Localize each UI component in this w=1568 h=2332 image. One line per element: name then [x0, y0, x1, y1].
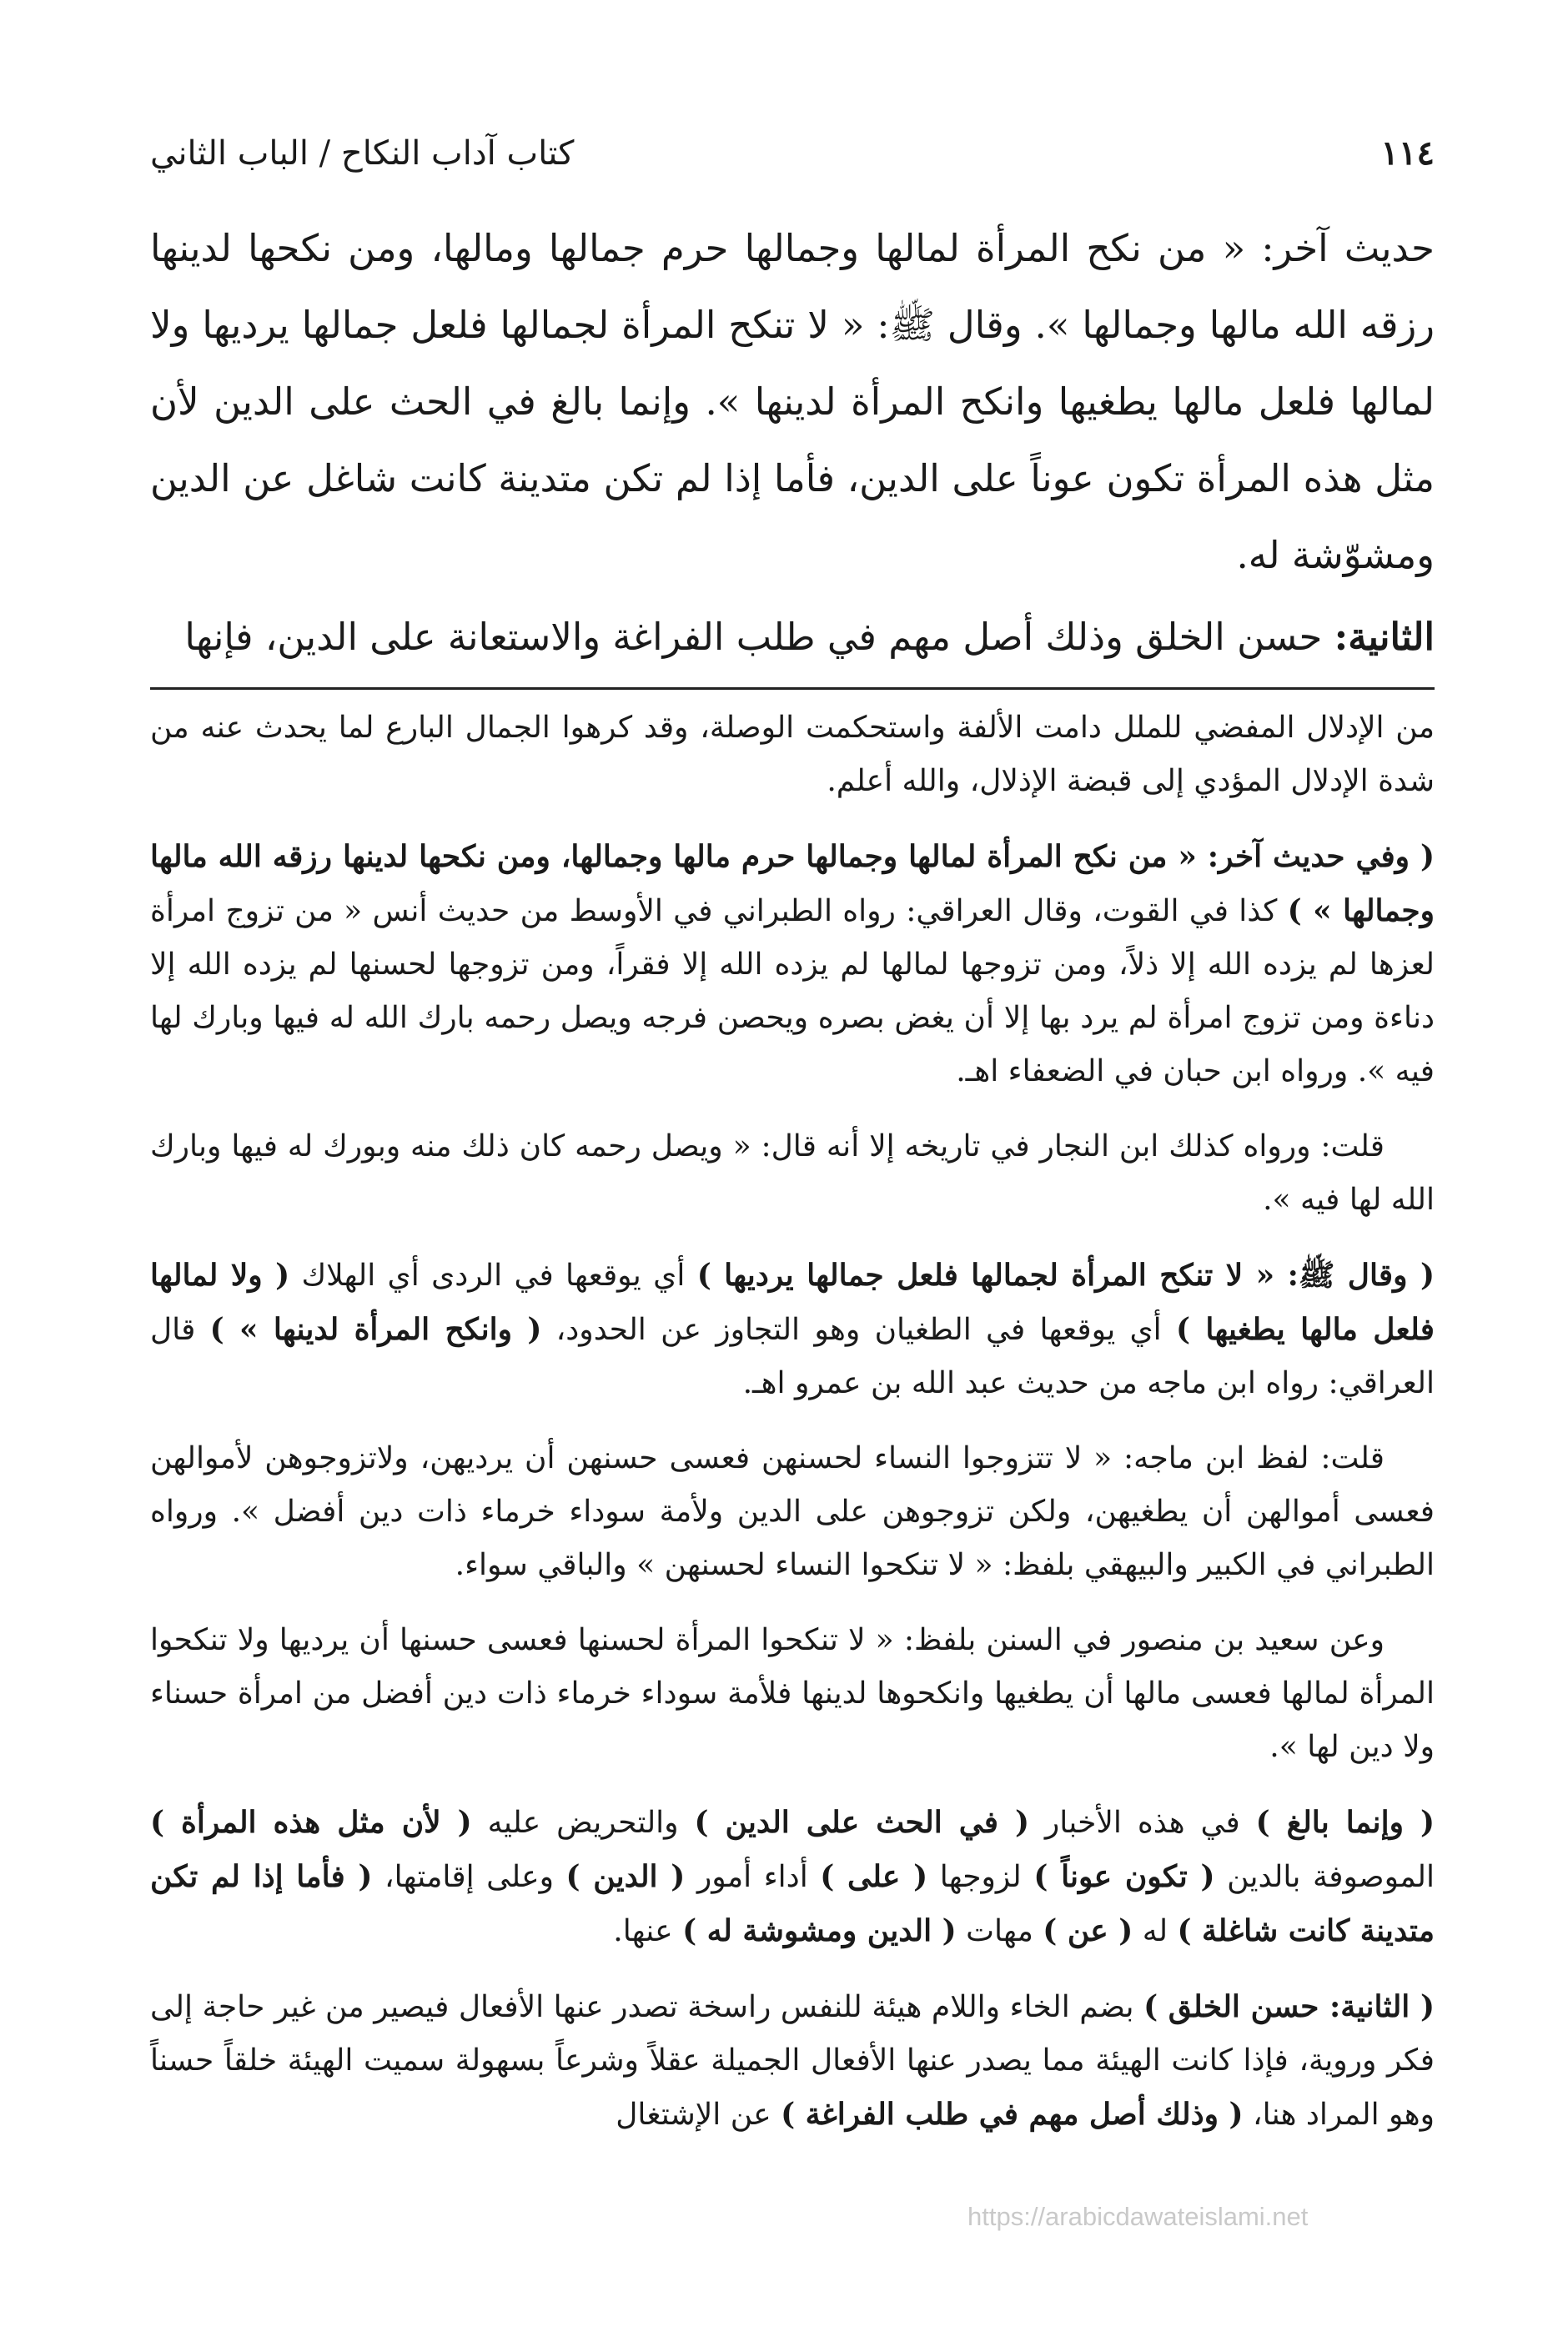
- commentary-paragraph-2: [150, 830, 1435, 1098]
- commentary-paragraph-1: من الإدلال المفضي للملل دامت الألفة واستحكمت الوصلة، وقد كرهوا الجمال البارع لما يحدث عنه من شدة الإدلال المؤدي إلى قبضة الإذلال، والله أعلم.: [150, 711, 1435, 798]
- page-number: ١١٤: [1380, 133, 1435, 173]
- commentary-text: في هذه الأخبار: [1029, 1806, 1256, 1840]
- commentary-quote: ( فأما إذا لم تكن متدينة كانت شاغلة ): [150, 1859, 1435, 1948]
- commentary: [150, 701, 1435, 2142]
- commentary-quote: ( عن ): [1043, 1913, 1133, 1948]
- watermark-url: https://arabicdawateislami.net: [967, 2202, 1309, 2231]
- commentary-text: كذا في القوت، وقال العراقي: رواه الطبراني في الأوسط من حديث أنس « من تزوج امرأة لعزها لم يزده الله إلا ذلاً، ومن تزوجها لمالها لم يزده الله إلا فقراً، ومن تزوجها لحسنها لم يزده الله إلا دناءة ومن تزوج امرأة لم يرد بها إلا أن يغض بصره ويحصن فرجه ويصل رحمه بارك الله له فيها وبارك لها فيه ». ورواه ابن حبان في الضعفاء اهـ.: [150, 894, 1435, 1088]
- main-paragraph-1: حديث آخر: « من نكح المرأة لمالها وجمالها حرم جمالها ومالها، ومن نكحها لدينها رزقه الله مالها وجمالها ». وقال ﷺ: « لا تنكح المرأة لجمالها فلعل جمالها يرديها ولا لمالها فلعل مالها يطغيها وانكح المرأة لدينها ». وإنما بالغ في الحث على الدين لأن مثل هذه المرأة تكون عوناً على الدين، فأما إذا لم تكن متدينة كانت شاغل عن الدين ومشوّشة له.: [150, 226, 1435, 577]
- running-title: كتاب آداب النكاح / الباب الثاني: [150, 134, 575, 173]
- commentary-quote: ( وقال ﷺ: « لا تنكح المرأة لجمالها فلعل جمالها يرديها ): [696, 1258, 1435, 1293]
- commentary-quote: ( وفي حديث آخر: « من نكح المرأة لمالها وجمالها حرم مالها وجمالها، ومن نكحها لدينها رزقه الله مالها وجمالها » ): [150, 839, 1435, 928]
- commentary-quote: ( ولا لمالها فلعل مالها يطغيها ): [150, 1258, 1435, 1347]
- main-paragraph-2: [150, 599, 1435, 676]
- commentary-text: وعلى إقامتها،: [372, 1860, 566, 1894]
- commentary-quote: ( لأن مثل هذه المرأة ): [150, 1805, 472, 1840]
- commentary-text: عنها.: [613, 1914, 683, 1948]
- commentary-quote: ( تكون عوناً ): [1033, 1859, 1215, 1894]
- commentary-text: والتحريض عليه: [471, 1806, 695, 1840]
- commentary-text: عن الإشتغال: [616, 2098, 781, 2132]
- commentary-text: الموصوفة بالدين: [1214, 1860, 1435, 1894]
- main-text: [150, 210, 1435, 676]
- commentary-quote: ( وذلك أصل مهم في طلب الفراغة ): [781, 2097, 1244, 2132]
- commentary-quote: ( الثانية: حسن الخلق ): [1143, 1989, 1435, 2024]
- commentary-text: أي يوقعها في الطغيان وهو التجاوز عن الحدود،: [541, 1313, 1176, 1347]
- commentary-text: مهات: [956, 1914, 1043, 1948]
- commentary-paragraph-6: وعن سعيد بن منصور في السنن بلفظ: « لا تنكحوا المرأة لحسنها فعسى حسنها أن يرديها ولا تنكحوا المرأة لمالها فعسى مالها أن يطغيها وانكحوها لدينها فلأمة سوداء خرماء ذات دين أفضل من امرأة حسناء ولا دين لها ».: [150, 1623, 1435, 1764]
- commentary-quote: ( وانكح المرأة لدينها » ): [209, 1312, 542, 1347]
- commentary-quote: ( على ): [820, 1859, 928, 1894]
- page-header: [150, 133, 1435, 192]
- commentary-text: لزوجها: [927, 1860, 1034, 1894]
- commentary-text: قال العراقي: رواه ابن ماجه من حديث عبد الله بن عمرو اهـ.: [150, 1313, 1435, 1400]
- commentary-quote: ( الدين ومشوشة له ): [682, 1913, 957, 1948]
- commentary-paragraph-7: [150, 1796, 1435, 1958]
- footnote-separator: [150, 687, 1435, 690]
- main-paragraph-2-lead: الثانية:: [1334, 615, 1435, 659]
- commentary-text: أي يوقعها في الردى أي الهلاك: [289, 1259, 697, 1293]
- commentary-paragraph-5: قلت: لفظ ابن ماجه: « لا تتزوجوا النساء لحسنهن فعسى حسنهن أن يرديهن، ولاتزوجوهن لأموالهن فعسى أموالهن أن يطغيهن، ولكن تزوجوهن على الدين ولأمة سوداء خرماء ذات دين أفضل ». ورواه الطبراني في الكبير والبيهقي بلفظ: « لا تنكحوا النساء لحسنهن » والباقي سواء.: [150, 1441, 1435, 1582]
- commentary-text: أداء أمور: [685, 1860, 821, 1894]
- commentary-paragraph-8: [150, 1980, 1435, 2142]
- commentary-quote: ( الدين ): [565, 1859, 686, 1894]
- commentary-paragraph-4: [150, 1249, 1435, 1410]
- main-paragraph-2-text: حسن الخلق وذلك أصل مهم في طلب الفراغة والاستعانة على الدين، فإنها: [184, 615, 1334, 659]
- book-page: [150, 133, 1435, 2164]
- commentary-text: بضم الخاء واللام هيئة للنفس راسخة تصدر عنها الأفعال فيصير من غير حاجة إلى فكر وروية، فإذا كانت الهيئة مما يصدر عنها الأفعال الجميلة عقلاً وشرعاً بسهولة سميت الهيئة خلقاً حسناً وهو المراد هنا،: [150, 1990, 1435, 2132]
- commentary-text: له: [1133, 1914, 1178, 1948]
- commentary-paragraph-3: قلت: ورواه كذلك ابن النجار في تاريخه إلا أنه قال: « ويصل رحمه كان ذلك منه وبورك له فيها وبارك الله لها فيه ».: [150, 1129, 1435, 1217]
- commentary-quote: ( في الحث على الدين ): [694, 1805, 1030, 1840]
- commentary-quote: ( وإنما بالغ ): [1255, 1805, 1435, 1840]
